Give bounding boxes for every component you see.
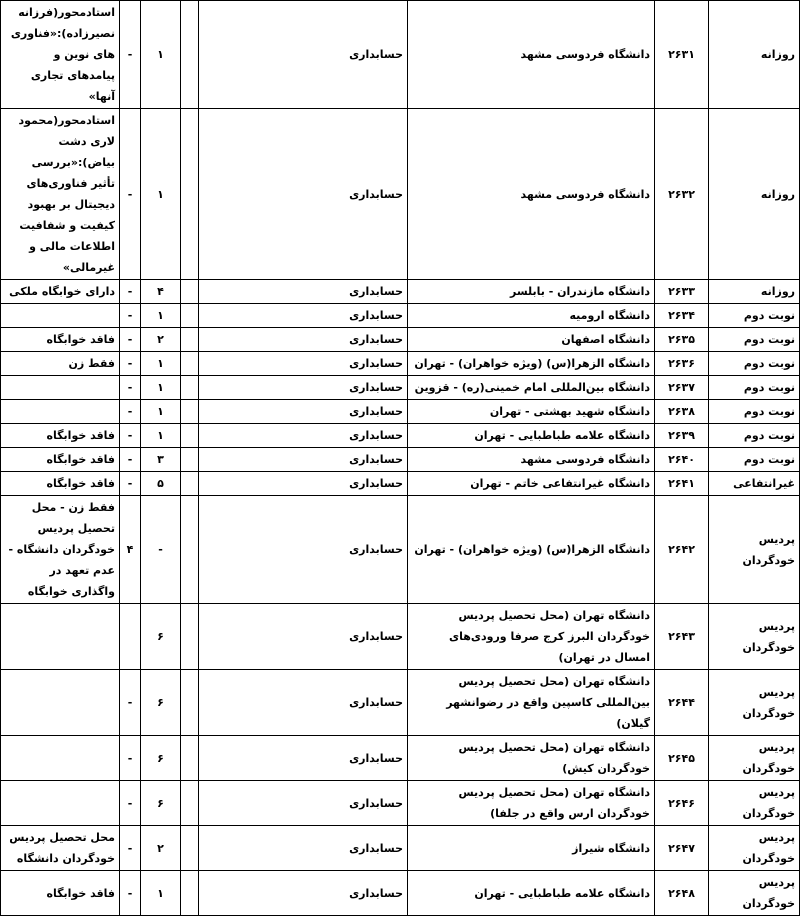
university-name: دانشگاه غیرانتفاعی خاتم - تهران bbox=[408, 472, 655, 496]
university-name: دانشگاه فردوسی مشهد bbox=[408, 109, 655, 280]
table-row bbox=[1, 871, 800, 916]
notes bbox=[1, 736, 120, 781]
university-name: دانشگاه بین‌المللی امام خمینی(ره) - قزوین bbox=[408, 376, 655, 400]
field-code: ۲۶۴۴ bbox=[655, 670, 709, 736]
quota-col-1 bbox=[181, 871, 199, 916]
table-row bbox=[1, 736, 800, 781]
university-name: دانشگاه شیراز bbox=[408, 826, 655, 871]
program-type: غیرانتفاعی bbox=[709, 472, 800, 496]
notes: فاقد خوابگاه bbox=[1, 448, 120, 472]
quota-col-2: ۱ bbox=[141, 304, 181, 328]
field-name: حسابداری bbox=[199, 781, 408, 826]
table-row bbox=[1, 304, 800, 328]
notes: فاقد خوابگاه bbox=[1, 424, 120, 448]
quota-col-1 bbox=[181, 424, 199, 448]
field-name: حسابداری bbox=[199, 304, 408, 328]
quota-col-1 bbox=[181, 376, 199, 400]
field-name: حسابداری bbox=[199, 424, 408, 448]
university-name: دانشگاه تهران (محل تحصیل پردیس خودگردان ارس واقع در جلفا) bbox=[408, 781, 655, 826]
university-name: دانشگاه مازندران - بابلسر bbox=[408, 280, 655, 304]
field-name: حسابداری bbox=[199, 109, 408, 280]
field-name: حسابداری bbox=[199, 496, 408, 604]
field-name: حسابداری bbox=[199, 1, 408, 109]
quota-col-1 bbox=[181, 280, 199, 304]
university-name: دانشگاه فردوسی مشهد bbox=[408, 448, 655, 472]
field-name: حسابداری bbox=[199, 871, 408, 916]
notes: دارای خوابگاه ملکی bbox=[1, 280, 120, 304]
quota-col-3: - bbox=[120, 376, 141, 400]
table-row bbox=[1, 670, 800, 736]
quota-col-2: ۵ bbox=[141, 472, 181, 496]
quota-col-3: - bbox=[120, 1, 141, 109]
university-name: دانشگاه تهران (محل تحصیل پردیس خودگردان کیش) bbox=[408, 736, 655, 781]
university-name: دانشگاه علامه طباطبایی - تهران bbox=[408, 871, 655, 916]
quota-col-3 bbox=[120, 604, 141, 670]
program-type: روزانه bbox=[709, 109, 800, 280]
notes: فاقد خوابگاه bbox=[1, 328, 120, 352]
field-code: ۲۶۴۱ bbox=[655, 472, 709, 496]
field-code: ۲۶۳۴ bbox=[655, 304, 709, 328]
field-code: ۲۶۳۲ bbox=[655, 109, 709, 280]
field-code: ۲۶۴۸ bbox=[655, 871, 709, 916]
table-row bbox=[1, 448, 800, 472]
quota-col-2: ۱ bbox=[141, 352, 181, 376]
field-name: حسابداری bbox=[199, 352, 408, 376]
quota-col-2: - bbox=[141, 496, 181, 604]
quota-col-3: - bbox=[120, 424, 141, 448]
quota-col-1 bbox=[181, 472, 199, 496]
quota-col-1 bbox=[181, 670, 199, 736]
university-name: دانشگاه ارومیه bbox=[408, 304, 655, 328]
quota-col-2: ۶ bbox=[141, 604, 181, 670]
quota-col-1 bbox=[181, 781, 199, 826]
quota-col-1 bbox=[181, 496, 199, 604]
quota-col-1 bbox=[181, 328, 199, 352]
program-type: نوبت دوم bbox=[709, 352, 800, 376]
quota-col-3: - bbox=[120, 826, 141, 871]
university-name: دانشگاه فردوسی مشهد bbox=[408, 1, 655, 109]
quota-col-3: - bbox=[120, 400, 141, 424]
quota-col-3: - bbox=[120, 109, 141, 280]
table-row bbox=[1, 826, 800, 871]
quota-col-3: - bbox=[120, 448, 141, 472]
table-row bbox=[1, 328, 800, 352]
quota-col-1 bbox=[181, 304, 199, 328]
field-code: ۲۶۴۵ bbox=[655, 736, 709, 781]
table-row bbox=[1, 280, 800, 304]
field-code: ۲۶۴۶ bbox=[655, 781, 709, 826]
table-row bbox=[1, 604, 800, 670]
field-name: حسابداری bbox=[199, 400, 408, 424]
field-name: حسابداری bbox=[199, 670, 408, 736]
quota-col-3: ۴ bbox=[120, 496, 141, 604]
quota-col-2: ۶ bbox=[141, 781, 181, 826]
field-name: حسابداری bbox=[199, 280, 408, 304]
quota-col-2: ۱ bbox=[141, 1, 181, 109]
table-row bbox=[1, 376, 800, 400]
quota-col-2: ۱ bbox=[141, 871, 181, 916]
field-code: ۲۶۳۵ bbox=[655, 328, 709, 352]
table-row bbox=[1, 496, 800, 604]
field-code: ۲۶۴۷ bbox=[655, 826, 709, 871]
table-row bbox=[1, 109, 800, 280]
field-code: ۲۶۳۹ bbox=[655, 424, 709, 448]
notes bbox=[1, 400, 120, 424]
field-code: ۲۶۴۲ bbox=[655, 496, 709, 604]
quota-col-2: ۱ bbox=[141, 424, 181, 448]
program-type: روزانه bbox=[709, 280, 800, 304]
program-type: پردیس خودگردان bbox=[709, 826, 800, 871]
quota-col-2: ۱ bbox=[141, 400, 181, 424]
quota-col-3: - bbox=[120, 304, 141, 328]
quota-col-3: - bbox=[120, 328, 141, 352]
quota-col-2: ۱ bbox=[141, 109, 181, 280]
table-row bbox=[1, 472, 800, 496]
quota-col-1 bbox=[181, 400, 199, 424]
table-row bbox=[1, 352, 800, 376]
table-row bbox=[1, 424, 800, 448]
notes: فقط زن bbox=[1, 352, 120, 376]
quota-col-2: ۴ bbox=[141, 280, 181, 304]
program-type: پردیس خودگردان bbox=[709, 871, 800, 916]
quota-col-2: ۳ bbox=[141, 448, 181, 472]
notes bbox=[1, 604, 120, 670]
university-name: دانشگاه الزهرا(س) (ویژه خواهران) - تهران bbox=[408, 496, 655, 604]
program-type: روزانه bbox=[709, 1, 800, 109]
notes: استادمحور(محمود لاری دشت بیاض):«بررسی تأثیر فناوری‌های دیجیتال بر بهبود کیفیت و شفافیت اطلاعات مالی و غیرمالی» bbox=[1, 109, 120, 280]
program-type: نوبت دوم bbox=[709, 304, 800, 328]
quota-col-2: ۲ bbox=[141, 826, 181, 871]
program-type: نوبت دوم bbox=[709, 400, 800, 424]
university-name: دانشگاه تهران (محل تحصیل پردیس بین‌المللی کاسپین واقع در رضوانشهر گیلان) bbox=[408, 670, 655, 736]
field-code: ۲۶۳۳ bbox=[655, 280, 709, 304]
university-name: دانشگاه تهران (محل تحصیل پردیس خودگردان البرز کرج صرفا ورودی‌های امسال در تهران) bbox=[408, 604, 655, 670]
quota-col-1 bbox=[181, 448, 199, 472]
program-type: پردیس خودگردان bbox=[709, 496, 800, 604]
program-type: پردیس خودگردان bbox=[709, 736, 800, 781]
university-name: دانشگاه شهید بهشتی - تهران bbox=[408, 400, 655, 424]
quota-col-1 bbox=[181, 1, 199, 109]
notes bbox=[1, 376, 120, 400]
program-type: پردیس خودگردان bbox=[709, 781, 800, 826]
quota-col-3: - bbox=[120, 352, 141, 376]
table-body bbox=[1, 1, 800, 916]
field-code: ۲۶۳۷ bbox=[655, 376, 709, 400]
notes bbox=[1, 781, 120, 826]
notes: فقط زن - محل تحصیل پردیس خودگردان دانشگاه - عدم تعهد در واگذاری خوابگاه bbox=[1, 496, 120, 604]
program-type: نوبت دوم bbox=[709, 424, 800, 448]
quota-col-2: ۱ bbox=[141, 376, 181, 400]
field-name: حسابداری bbox=[199, 328, 408, 352]
university-name: دانشگاه علامه طباطبایی - تهران bbox=[408, 424, 655, 448]
quota-col-2: ۶ bbox=[141, 670, 181, 736]
quota-col-2: ۲ bbox=[141, 328, 181, 352]
quota-col-1 bbox=[181, 109, 199, 280]
field-name: حسابداری bbox=[199, 448, 408, 472]
field-code: ۲۶۳۱ bbox=[655, 1, 709, 109]
table-row bbox=[1, 781, 800, 826]
field-name: حسابداری bbox=[199, 736, 408, 781]
quota-col-1 bbox=[181, 352, 199, 376]
quota-col-3: - bbox=[120, 280, 141, 304]
university-name: دانشگاه الزهرا(س) (ویژه خواهران) - تهران bbox=[408, 352, 655, 376]
program-type: پردیس خودگردان bbox=[709, 670, 800, 736]
field-code: ۲۶۳۸ bbox=[655, 400, 709, 424]
field-name: حسابداری bbox=[199, 826, 408, 871]
university-name: دانشگاه اصفهان bbox=[408, 328, 655, 352]
quota-col-3: - bbox=[120, 670, 141, 736]
program-type: پردیس خودگردان bbox=[709, 604, 800, 670]
quota-col-1 bbox=[181, 604, 199, 670]
field-code: ۲۶۳۶ bbox=[655, 352, 709, 376]
field-name: حسابداری bbox=[199, 472, 408, 496]
quota-col-3: - bbox=[120, 781, 141, 826]
quota-col-3: - bbox=[120, 871, 141, 916]
notes: محل تحصیل پردیس خودگردان دانشگاه bbox=[1, 826, 120, 871]
quota-col-2: ۶ bbox=[141, 736, 181, 781]
program-type: نوبت دوم bbox=[709, 448, 800, 472]
quota-col-1 bbox=[181, 826, 199, 871]
quota-col-3: - bbox=[120, 472, 141, 496]
notes: استادمحور(فرزانه نصیرزاده):«فناوری های نوین و پیامدهای تجاری آنها» bbox=[1, 1, 120, 109]
program-type: نوبت دوم bbox=[709, 328, 800, 352]
notes: فاقد خوابگاه bbox=[1, 871, 120, 916]
field-code: ۲۶۴۰ bbox=[655, 448, 709, 472]
quota-col-3: - bbox=[120, 736, 141, 781]
notes: فاقد خوابگاه bbox=[1, 472, 120, 496]
table-row bbox=[1, 400, 800, 424]
field-name: حسابداری bbox=[199, 376, 408, 400]
table-row bbox=[1, 1, 800, 109]
notes bbox=[1, 304, 120, 328]
field-name: حسابداری bbox=[199, 604, 408, 670]
field-code: ۲۶۴۳ bbox=[655, 604, 709, 670]
quota-col-1 bbox=[181, 736, 199, 781]
program-type: نوبت دوم bbox=[709, 376, 800, 400]
notes bbox=[1, 670, 120, 736]
